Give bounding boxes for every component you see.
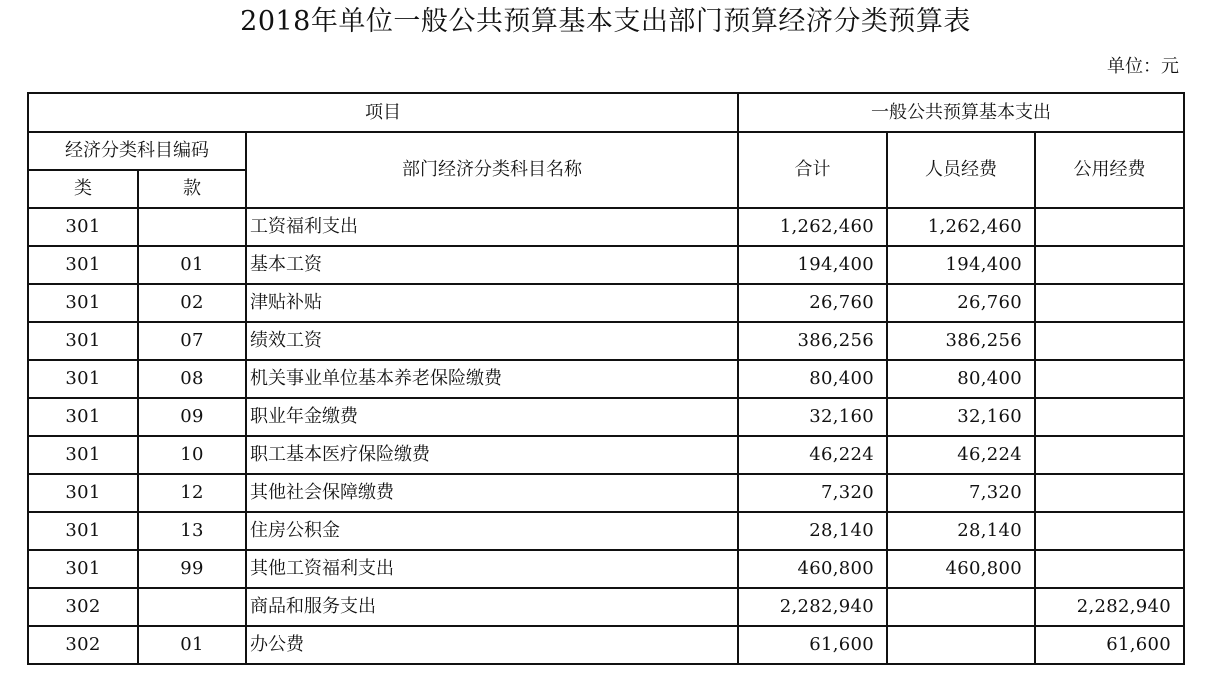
cell-item-code: 10 xyxy=(138,436,246,474)
cell-econ-name: 绩效工资 xyxy=(246,322,738,360)
cell-total: 46,224 xyxy=(738,436,887,474)
table-row xyxy=(28,322,1184,360)
cell-category-code: 301 xyxy=(28,284,138,322)
cell-category-code: 301 xyxy=(28,550,138,588)
cell-econ-name: 职工基本医疗保险缴费 xyxy=(246,436,738,474)
header-total: 合计 xyxy=(738,132,887,208)
header-econ-name: 部门经济分类科目名称 xyxy=(246,132,738,208)
cell-item-code: 13 xyxy=(138,512,246,550)
cell-total: 386,256 xyxy=(738,322,887,360)
cell-item-code xyxy=(138,208,246,246)
table-row xyxy=(28,284,1184,322)
cell-public xyxy=(1035,246,1184,284)
cell-item-code: 01 xyxy=(138,246,246,284)
cell-public xyxy=(1035,360,1184,398)
cell-public xyxy=(1035,208,1184,246)
cell-public xyxy=(1035,322,1184,360)
cell-econ-name: 机关事业单位基本养老保险缴费 xyxy=(246,360,738,398)
table-row xyxy=(28,208,1184,246)
header-category: 类 xyxy=(28,170,138,208)
cell-personnel: 460,800 xyxy=(887,550,1035,588)
cell-econ-name: 其他工资福利支出 xyxy=(246,550,738,588)
cell-personnel: 386,256 xyxy=(887,322,1035,360)
header-project: 项目 xyxy=(28,93,738,132)
table-row xyxy=(28,474,1184,512)
cell-item-code: 02 xyxy=(138,284,246,322)
cell-total: 1,262,460 xyxy=(738,208,887,246)
table-row xyxy=(28,398,1184,436)
cell-category-code: 301 xyxy=(28,398,138,436)
header-basic-expenditure: 一般公共预算基本支出 xyxy=(738,93,1184,132)
cell-econ-name: 其他社会保障缴费 xyxy=(246,474,738,512)
cell-public: 2,282,940 xyxy=(1035,588,1184,626)
cell-category-code: 301 xyxy=(28,246,138,284)
cell-personnel: 1,262,460 xyxy=(887,208,1035,246)
cell-personnel: 194,400 xyxy=(887,246,1035,284)
cell-public xyxy=(1035,512,1184,550)
table-row xyxy=(28,588,1184,626)
cell-total: 2,282,940 xyxy=(738,588,887,626)
cell-item-code: 07 xyxy=(138,322,246,360)
cell-personnel: 7,320 xyxy=(887,474,1035,512)
header-personnel: 人员经费 xyxy=(887,132,1035,208)
header-item: 款 xyxy=(138,170,246,208)
cell-category-code: 301 xyxy=(28,512,138,550)
cell-item-code xyxy=(138,588,246,626)
cell-public xyxy=(1035,436,1184,474)
table-row xyxy=(28,512,1184,550)
table-row xyxy=(28,436,1184,474)
cell-category-code: 301 xyxy=(28,436,138,474)
cell-item-code: 99 xyxy=(138,550,246,588)
header-row xyxy=(28,93,1184,132)
cell-total: 80,400 xyxy=(738,360,887,398)
cell-public xyxy=(1035,398,1184,436)
cell-category-code: 301 xyxy=(28,360,138,398)
cell-econ-name: 办公费 xyxy=(246,626,738,664)
cell-category-code: 302 xyxy=(28,626,138,664)
header-row xyxy=(28,132,1184,170)
cell-item-code: 01 xyxy=(138,626,246,664)
cell-econ-name: 住房公积金 xyxy=(246,512,738,550)
cell-total: 194,400 xyxy=(738,246,887,284)
cell-econ-name: 工资福利支出 xyxy=(246,208,738,246)
cell-item-code: 08 xyxy=(138,360,246,398)
cell-category-code: 302 xyxy=(28,588,138,626)
cell-category-code: 301 xyxy=(28,322,138,360)
cell-public: 61,600 xyxy=(1035,626,1184,664)
cell-public xyxy=(1035,550,1184,588)
cell-total: 26,760 xyxy=(738,284,887,322)
table-row xyxy=(28,246,1184,284)
cell-personnel: 26,760 xyxy=(887,284,1035,322)
cell-personnel: 80,400 xyxy=(887,360,1035,398)
cell-category-code: 301 xyxy=(28,474,138,512)
cell-public xyxy=(1035,474,1184,512)
table-row xyxy=(28,360,1184,398)
cell-total: 7,320 xyxy=(738,474,887,512)
budget-table xyxy=(27,92,1185,665)
header-public: 公用经费 xyxy=(1035,132,1184,208)
table-row xyxy=(28,550,1184,588)
cell-econ-name: 商品和服务支出 xyxy=(246,588,738,626)
cell-item-code: 09 xyxy=(138,398,246,436)
unit-label: 单位：元 xyxy=(1107,56,1179,77)
cell-total: 28,140 xyxy=(738,512,887,550)
cell-personnel: 32,160 xyxy=(887,398,1035,436)
cell-category-code: 301 xyxy=(28,208,138,246)
cell-personnel xyxy=(887,588,1035,626)
cell-item-code: 12 xyxy=(138,474,246,512)
cell-total: 460,800 xyxy=(738,550,887,588)
cell-econ-name: 基本工资 xyxy=(246,246,738,284)
cell-total: 32,160 xyxy=(738,398,887,436)
cell-econ-name: 职业年金缴费 xyxy=(246,398,738,436)
cell-public xyxy=(1035,284,1184,322)
cell-personnel xyxy=(887,626,1035,664)
cell-personnel: 46,224 xyxy=(887,436,1035,474)
cell-personnel: 28,140 xyxy=(887,512,1035,550)
header-econ-code: 经济分类科目编码 xyxy=(28,132,246,170)
cell-total: 61,600 xyxy=(738,626,887,664)
cell-econ-name: 津贴补贴 xyxy=(246,284,738,322)
table-row xyxy=(28,626,1184,664)
page-title: 2018年单位一般公共预算基本支出部门预算经济分类预算表 xyxy=(240,6,971,37)
